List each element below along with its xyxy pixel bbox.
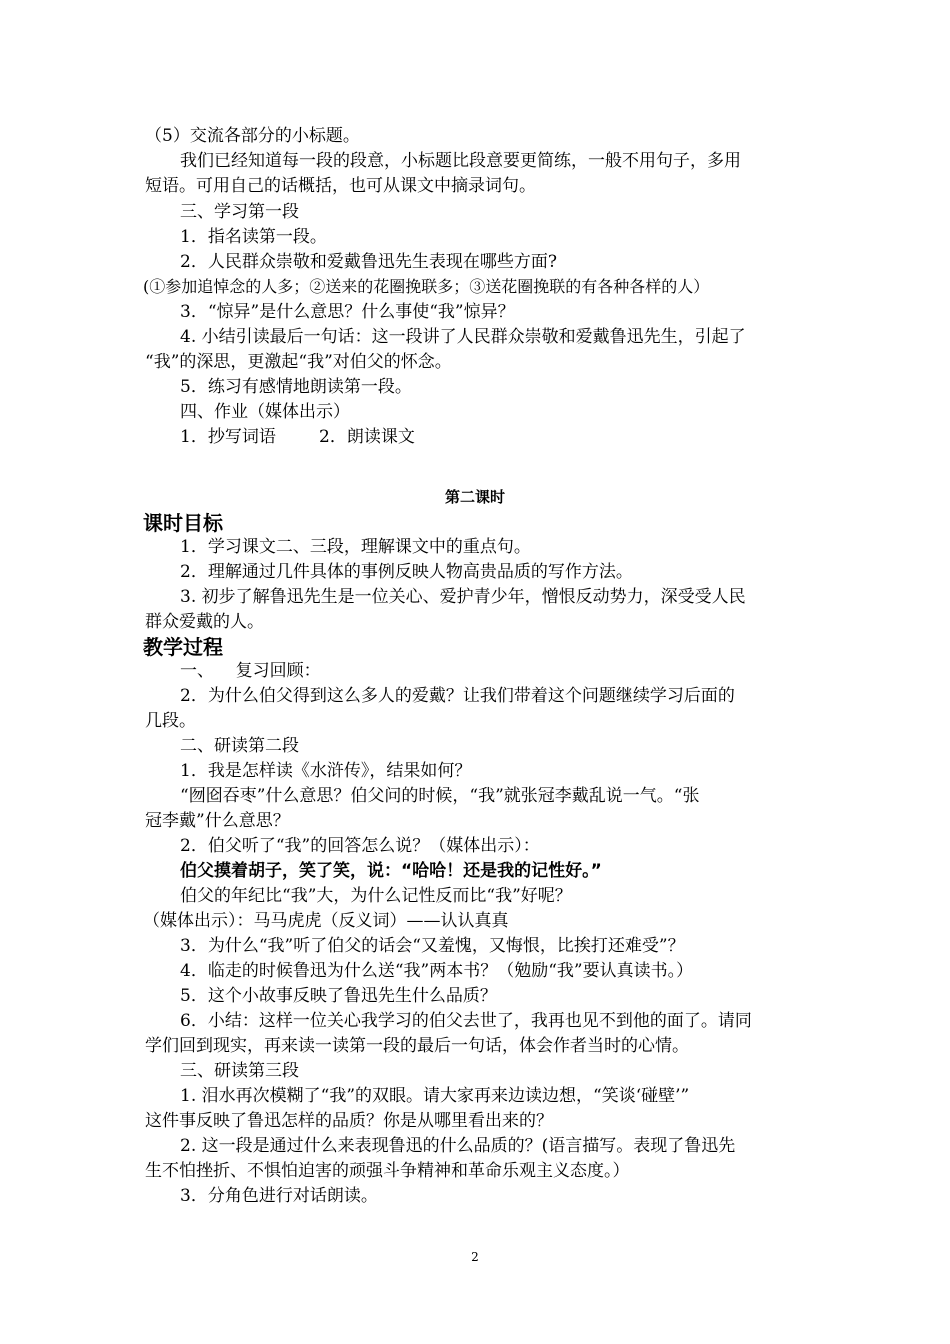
goal-line: 群众爱戴的人。 — [145, 612, 264, 632]
process-line: 1．我是怎样读《水浒传》，结果如何？ — [180, 761, 472, 781]
text-line: 3．“惊异”是什么意思？什么事使“我”惊异？ — [180, 302, 515, 322]
text-line: 短语。可用自己的话概括，也可从课文中摘录词句。 — [145, 176, 536, 196]
process-line: 5．这个小故事反映了鲁迅先生什么品质？ — [180, 986, 497, 1006]
process-line: 2. 这一段是通过什么来表现鲁迅的什么品质的？(语言描写。表现了鲁迅先 — [180, 1136, 736, 1156]
text-line: 4. 小结引读最后一句话：这一段讲了人民群众崇敬和爱戴鲁迅先生，引起了 — [180, 327, 746, 347]
text-line: 三、学习第一段 — [180, 202, 299, 222]
heading-goals: 课时目标 — [143, 511, 223, 535]
process-line: 三、研读第三段 — [180, 1061, 299, 1081]
process-line: 伯父的年纪比“我”大，为什么记性反而比“我”好呢？ — [180, 886, 572, 906]
goal-line: 3. 初步了解鲁迅先生是一位关心、爱护青少年，憎恨反动势力，深受受人民 — [180, 587, 746, 607]
page-number: 2 — [471, 1250, 479, 1264]
text-line: 四、作业（媒体出示） — [180, 402, 350, 422]
process-line: 冠李戴”什么意思？ — [145, 811, 290, 831]
process-line: 这件事反映了鲁迅怎样的品质？你是从哪里看出来的？ — [145, 1111, 553, 1131]
text-line: 1．抄写词语 2．朗读课文 — [180, 427, 415, 447]
text-line: 我们已经知道每一段的段意，小标题比段意要更简练，一般不用句子，多用 — [180, 151, 741, 171]
process-line: 2．伯父听了“我”的回答怎么说？（媒体出示）： — [180, 836, 540, 856]
text-line: 5．练习有感情地朗读第一段。 — [180, 377, 412, 397]
text-line: 2．人民群众崇敬和爱戴鲁迅先生表现在哪些方面? — [180, 252, 557, 272]
goal-line: 1．学习课文二、三段，理解课文中的重点句。 — [180, 537, 531, 557]
text-line: （5）交流各部分的小标题。 — [145, 126, 360, 146]
process-line: （媒体出示）：马马虎虎（反义词）——认认真真 — [143, 911, 509, 931]
process-line: 学们回到现实，再来读一读第一段的最后一句话，体会作者当时的心情。 — [145, 1036, 689, 1056]
process-line: 3．分角色进行对话朗读。 — [180, 1186, 378, 1206]
process-line: 几段。 — [145, 711, 196, 731]
process-line: 1. 泪水再次模糊了“我”的双眼。请大家再来边读边想，“笑谈‘碰壁’” — [180, 1086, 690, 1106]
goal-line: 2．理解通过几件具体的事例反映人物高贵品质的写作方法。 — [180, 562, 633, 582]
text-line: (①参加追悼念的人多；②送来的花圈挽联多；③送花圈挽联的有各种各样的人） — [143, 277, 710, 296]
process-line: 2．为什么伯父得到这么多人的爱戴？让我们带着这个问题继续学习后面的 — [180, 686, 735, 706]
heading-process: 教学过程 — [143, 635, 223, 659]
process-line: 一、 复习回顾： — [180, 661, 321, 681]
quote-line: 伯父摸着胡子，笑了笑，说：“哈哈！还是我的记性好。” — [180, 861, 602, 881]
process-line: 二、研读第二段 — [180, 736, 299, 756]
process-line: 生不怕挫折、不惧怕迫害的顽强斗争精神和革命乐观主义态度。） — [145, 1161, 630, 1181]
process-line: 4．临走的时候鲁迅为什么送“我”两本书？（勉励“我”要认真读书。） — [180, 961, 694, 981]
process-line: 6．小结：这样一位关心我学习的伯父去世了，我再也见不到他的面了。请同 — [180, 1011, 752, 1031]
process-line: 3．为什么“我”听了伯父的话会“又羞愧，又悔恨，比挨打还难受”？ — [180, 936, 685, 956]
text-line: 1．指名读第一段。 — [180, 227, 327, 247]
text-line: “我”的深思，更激起“我”对伯父的怀念。 — [145, 352, 452, 372]
process-line: “囫囵吞枣”什么意思？伯父问的时候，“我”就张冠李戴乱说一气。“张 — [180, 786, 700, 806]
section-title: 第二课时 — [444, 488, 505, 506]
